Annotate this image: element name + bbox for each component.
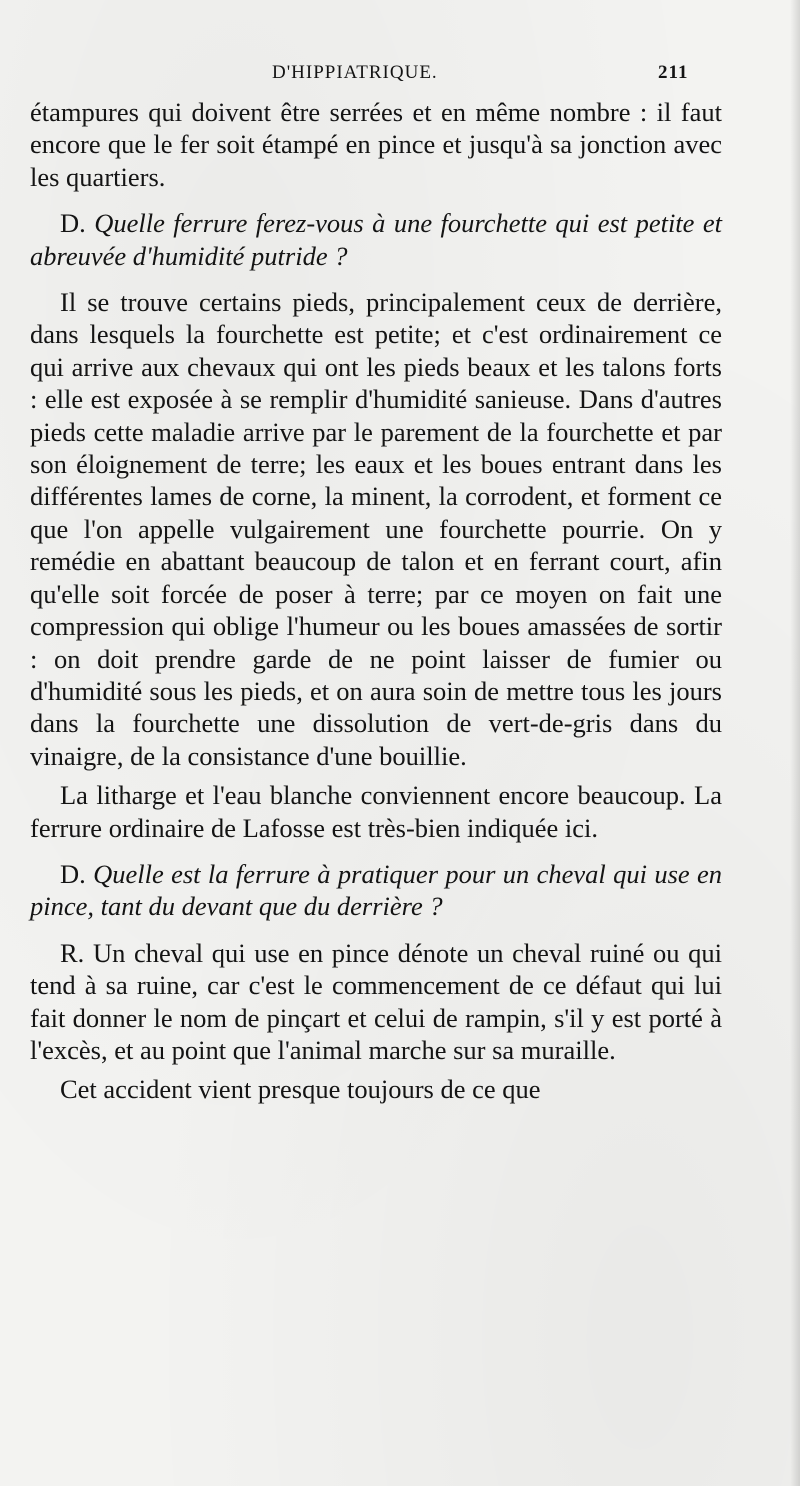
- page-text: [30, 96, 722, 1106]
- page-number: 211: [658, 62, 689, 83]
- answer-paragraph-1: Il se trouve certains pieds, principalement ceux de derrière, dans lesquels la fourchette est petite; et c'est ordinairement ce qui arrive aux chevaux qui ont les pieds beaux et les talons forts : elle est exposée à se remplir d'humidité sanieuse. Dans d'autres pieds cette maladie arrive par le parement de la fourchette et par son éloignement de terre; les eaux et les boues entrant dans les différentes lames de corne, la minent, la corrodent, et forment ce que l'on appelle vulgairement une fourchette pourrie. On y remédie en abattant beaucoup de talon et en ferrant court, afin qu'elle soit forcée de poser à terre; par ce moyen on fait une compression qui oblige l'humeur ou les boues amassées de sortir : on doit prendre garde de ne point laisser de fumier ou d'humidité sous les pieds, et on aura soin de mettre tous les jours dans la fourchette une dissolution de vert-de-gris dans du vinaigre, de la consistance d'une bouillie.: [30, 287, 722, 771]
- question-label: D.: [60, 858, 86, 889]
- page-header: [0, 62, 800, 92]
- question-text: Quelle est la ferrure à pratiquer pour un cheval qui use en pince, tant du devant que du derrière ?: [30, 858, 722, 922]
- response-text: Un cheval qui use en pince dénote un cheval ruiné ou qui tend à sa ruine, car c'est le commencement de ce défaut qui lui fait donner le nom de pinçart et celui de rampin, s'il y est porté à l'excès, et au point que l'animal marche sur sa muraille.: [30, 937, 723, 1065]
- question-2: [30, 858, 722, 923]
- question-label: D.: [60, 208, 86, 239]
- paragraph-final: Cet accident vient presque toujours de ce que: [60, 1074, 541, 1105]
- running-title: D'HIPPIATRIQUE.: [272, 62, 438, 83]
- answer-paragraph-2: La litharge et l'eau blanche conviennent encore beaucoup. La ferrure ordinaire de Lafosse est très-bien indiquée ici.: [30, 780, 722, 843]
- response-label: R.: [60, 937, 85, 968]
- question-text: Quelle ferrure ferez-vous à une fourchette qui est petite et abreuvée d'humidité putride ?: [30, 208, 722, 271]
- question-1: [30, 207, 722, 272]
- page-edge-shadow: [790, 0, 800, 1486]
- paragraph-continued: étampures qui doivent être serrées et en même nombre : il faut encore que le fer soit étampé en pince et jusqu'à sa jonction avec les quartiers.: [30, 97, 722, 192]
- response-paragraph: [30, 937, 722, 1067]
